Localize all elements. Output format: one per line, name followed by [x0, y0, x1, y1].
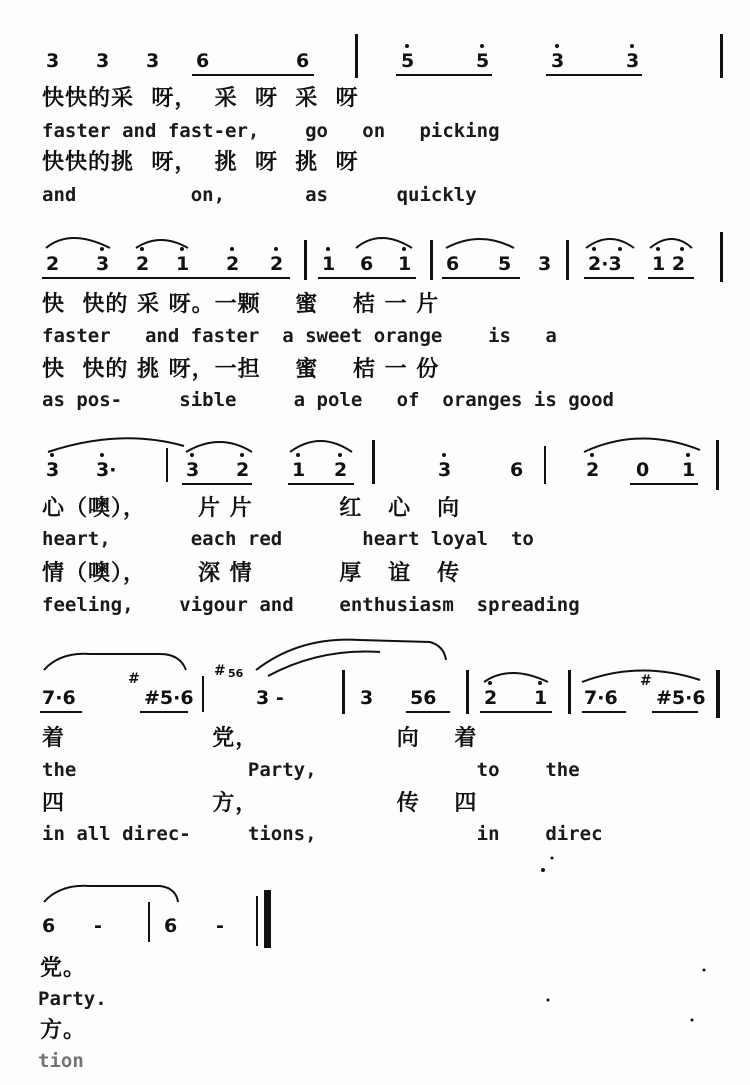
note: 3	[186, 459, 200, 481]
note: 2	[46, 253, 60, 275]
note: 3	[360, 687, 374, 709]
speck	[691, 1019, 694, 1022]
speck	[551, 857, 554, 860]
lyrics-en-verse1: faster and fast-er, go on picking	[42, 120, 500, 142]
lyrics-en-verse1: faster and faster a sweet orange is a	[42, 325, 557, 347]
tie	[48, 438, 184, 452]
lyrics-en-verse2: and on, as quickly	[42, 184, 477, 206]
grace-notes: 56	[228, 667, 244, 680]
note: 1	[534, 687, 548, 709]
note: 6	[164, 915, 178, 937]
slur	[44, 654, 186, 670]
slur	[186, 442, 252, 452]
note: 3·	[96, 459, 117, 481]
note: 2	[236, 459, 250, 481]
lyrics-cn-verse2: 方。	[40, 1018, 87, 1043]
speck	[703, 969, 706, 972]
lyrics-cn-verse2: 快 快的 挑 呀，一担 蜜 桔 一 份	[42, 357, 440, 382]
slur	[582, 670, 700, 682]
note: 1 2	[652, 253, 686, 275]
note: 5	[498, 253, 512, 275]
lyrics-cn-verse1: 快 快的 采 呀。一颗 蜜 桔 一 片	[42, 292, 440, 317]
note: 3	[146, 50, 160, 72]
note: 6	[42, 915, 56, 937]
slur	[446, 239, 514, 248]
note: 7·6	[42, 687, 76, 709]
slur	[650, 239, 692, 248]
lyrics-cn-verse2: 快快的挑 呀， 挑 呀 挑 呀	[42, 150, 359, 175]
sharp-sign: #	[214, 663, 226, 679]
note: -	[94, 915, 102, 937]
note: 2	[226, 253, 240, 275]
note: 3	[551, 50, 565, 72]
note: 1	[176, 253, 190, 275]
sharp-sign: #	[640, 673, 652, 689]
note: 1	[292, 459, 306, 481]
note: 0	[636, 459, 650, 481]
slur	[290, 441, 352, 452]
note: -	[216, 915, 224, 937]
note: #5·6	[656, 687, 706, 709]
lyrics-cn-verse2: 情（噢）， 深 情 厚 谊 传	[42, 561, 461, 586]
note: 2·3	[588, 253, 622, 275]
note: 3	[538, 253, 552, 275]
note: 2	[586, 459, 600, 481]
lyrics-cn-verse1: 快快的采 呀， 采 呀 采 呀	[42, 86, 359, 111]
note: 3	[46, 50, 60, 72]
slur	[586, 239, 634, 248]
note: #5·6	[144, 687, 194, 709]
slur	[268, 652, 380, 677]
slur	[584, 438, 700, 452]
lyrics-en-verse1: the Party, to the	[42, 759, 580, 781]
note: 1	[322, 253, 336, 275]
note: 6	[510, 459, 524, 481]
note: 2	[334, 459, 348, 481]
note: 7·6	[584, 687, 618, 709]
lyrics-en-verse1: Party.	[38, 988, 107, 1010]
lyrics-cn-verse1: 党。	[40, 956, 87, 981]
lyrics-cn-verse1: 心（噢）， 片 片 红 心 向	[42, 496, 461, 521]
tie	[256, 640, 446, 670]
note: 2	[484, 687, 498, 709]
note: 5	[401, 50, 415, 72]
slur	[136, 240, 188, 248]
note: 6	[360, 253, 374, 275]
lyrics-en-verse2: as pos- sible a pole of oranges is good	[42, 389, 614, 411]
note: 2	[136, 253, 150, 275]
lyrics-cn-verse2: 四 方， 传 四	[42, 791, 478, 816]
slur	[484, 673, 548, 682]
lyrics-en-verse1: heart, each red heart loyal to	[42, 528, 534, 550]
note: 56	[410, 687, 437, 709]
note: 3	[46, 459, 60, 481]
note: 1	[682, 459, 696, 481]
slur	[46, 238, 110, 248]
lyrics-cn-verse1: 着 党， 向 着	[42, 726, 478, 751]
speck	[547, 999, 550, 1002]
note: 6	[196, 50, 210, 72]
note: 3	[96, 50, 110, 72]
note: 3 -	[256, 687, 284, 709]
note: 1	[398, 253, 412, 275]
sharp-sign: #	[128, 671, 140, 687]
note: 3	[438, 459, 452, 481]
note: 5	[476, 50, 490, 72]
slur	[356, 238, 412, 248]
note: 2	[270, 253, 284, 275]
lyrics-en-verse2: feeling, vigour and enthusiasm spreading	[42, 594, 580, 616]
note: 3	[626, 50, 640, 72]
lyrics-en-verse2: in all direc- tions, in direc	[42, 823, 603, 845]
speck	[541, 868, 545, 872]
note: 6	[446, 253, 460, 275]
tie	[44, 886, 178, 902]
lyrics-en-verse2: tion	[38, 1050, 84, 1072]
note: 6	[296, 50, 310, 72]
note: 3	[96, 253, 110, 275]
